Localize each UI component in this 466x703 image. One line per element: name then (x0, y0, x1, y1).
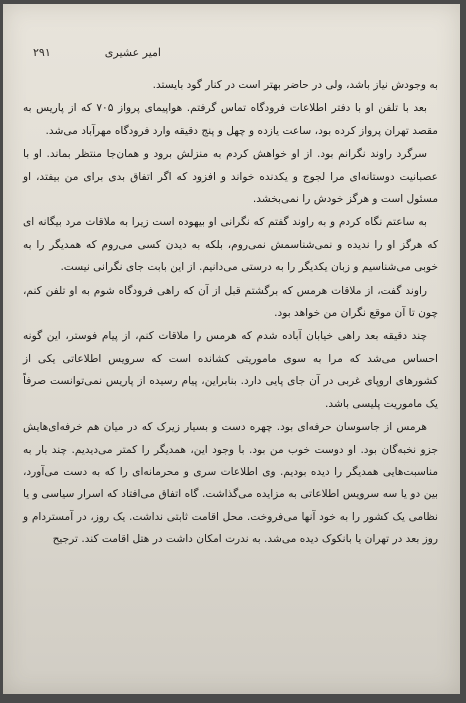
paragraph: به ساعتم نگاه کردم و به راوند گفتم که نگرانی او بیهوده است زیرا به ملاقات مرد بیگانه ای که هرگز او را ندیده و نمی‌شناسمش نمی‌روم، بلکه به دیدن کسی می‌روم که همدیگر را به خوبی می‌شناسیم و زبان یکدیگر را به درستی می‌دانیم. از این بابت جای نگرانی نیست. (23, 216, 438, 274)
page-number: ۲۹۱ (33, 46, 51, 59)
book-page (3, 4, 460, 694)
paragraph: به وجودش نیاز باشد، ولی در حاضر بهتر است در کنار گود بایستد. (152, 79, 438, 91)
body-text (23, 74, 438, 551)
paragraph: چند دقیقه بعد راهی خیابان آباده شدم که هرمس را ملاقات کنم، از پیام فوستر، این گونه احساس می‌شد که مرا به سوی ماموریتی کشانده است که سرویس اطلاعاتی یکی از کشورهای اروپای غربی در آن جای پایی دارد. بنابراین، پیام رسیده از پاریس نمی‌توانست صرفاً یک ماموریت پلیسی باشد. (23, 330, 438, 410)
paragraph: راوند گفت، از ملاقات هرمس که برگشتم قبل از آن که راهی فرودگاه شوم به او تلفن کنم، چون تا آن موقع نگران من خواهد بود. (23, 284, 438, 320)
page-header (33, 46, 161, 59)
paragraph: سرگرد راوند نگرانم بود. از او خواهش کردم به منزلش برود و همان‌جا منتظر بماند. او با عصبانیت دوستانه‌ای مرا لجوج و یکدنده خواند و افزود که اگر اتفاق بدی برای من بیفتد، او مسئول است و هرگز خودش را نمی‌بخشد. (23, 148, 438, 206)
paragraph: بعد با تلفن او با دفتر اطلاعات فرودگاه تماس گرفتم. هواپیمای پرواز ۷۰۵ که از پاریس به مقصد تهران پرواز کرده بود، ساعت یازده و چهل و پنج دقیقه وارد فرودگاه مهرآباد می‌شد. (23, 102, 438, 137)
paragraph: هرمس از جاسوسان حرفه‌ای بود. چهره دست و بسیار زیرک که در میان هم خرفه‌ای‌هایش جزو نخبه‌گان بود. او دوست خوب من بود. با وجود این، همدیگر را کمتر می‌دیدیم. چند بار به مناسبت‌هایی همدیگر را دیده بودیم. وی اطلاعات سری و محرمانه‌ای را که به دست می‌آورد، بین دو یا سه سرویس اطلاعاتی به مزایده می‌گذاشت. گاه اتفاق می‌افتاد که اسرار سیاسی و یا نظامی یک کشور را به خود آنها می‌فروخت. محل اقامت ثابتی نداشت. یک روز، در آمستردام و روز بعد در تهران یا بانکوک دیده می‌شد. به ندرت امکان داشت در هتل اقامت کند. ترجیح (23, 421, 438, 546)
running-title: امیر عشیری (104, 46, 161, 59)
